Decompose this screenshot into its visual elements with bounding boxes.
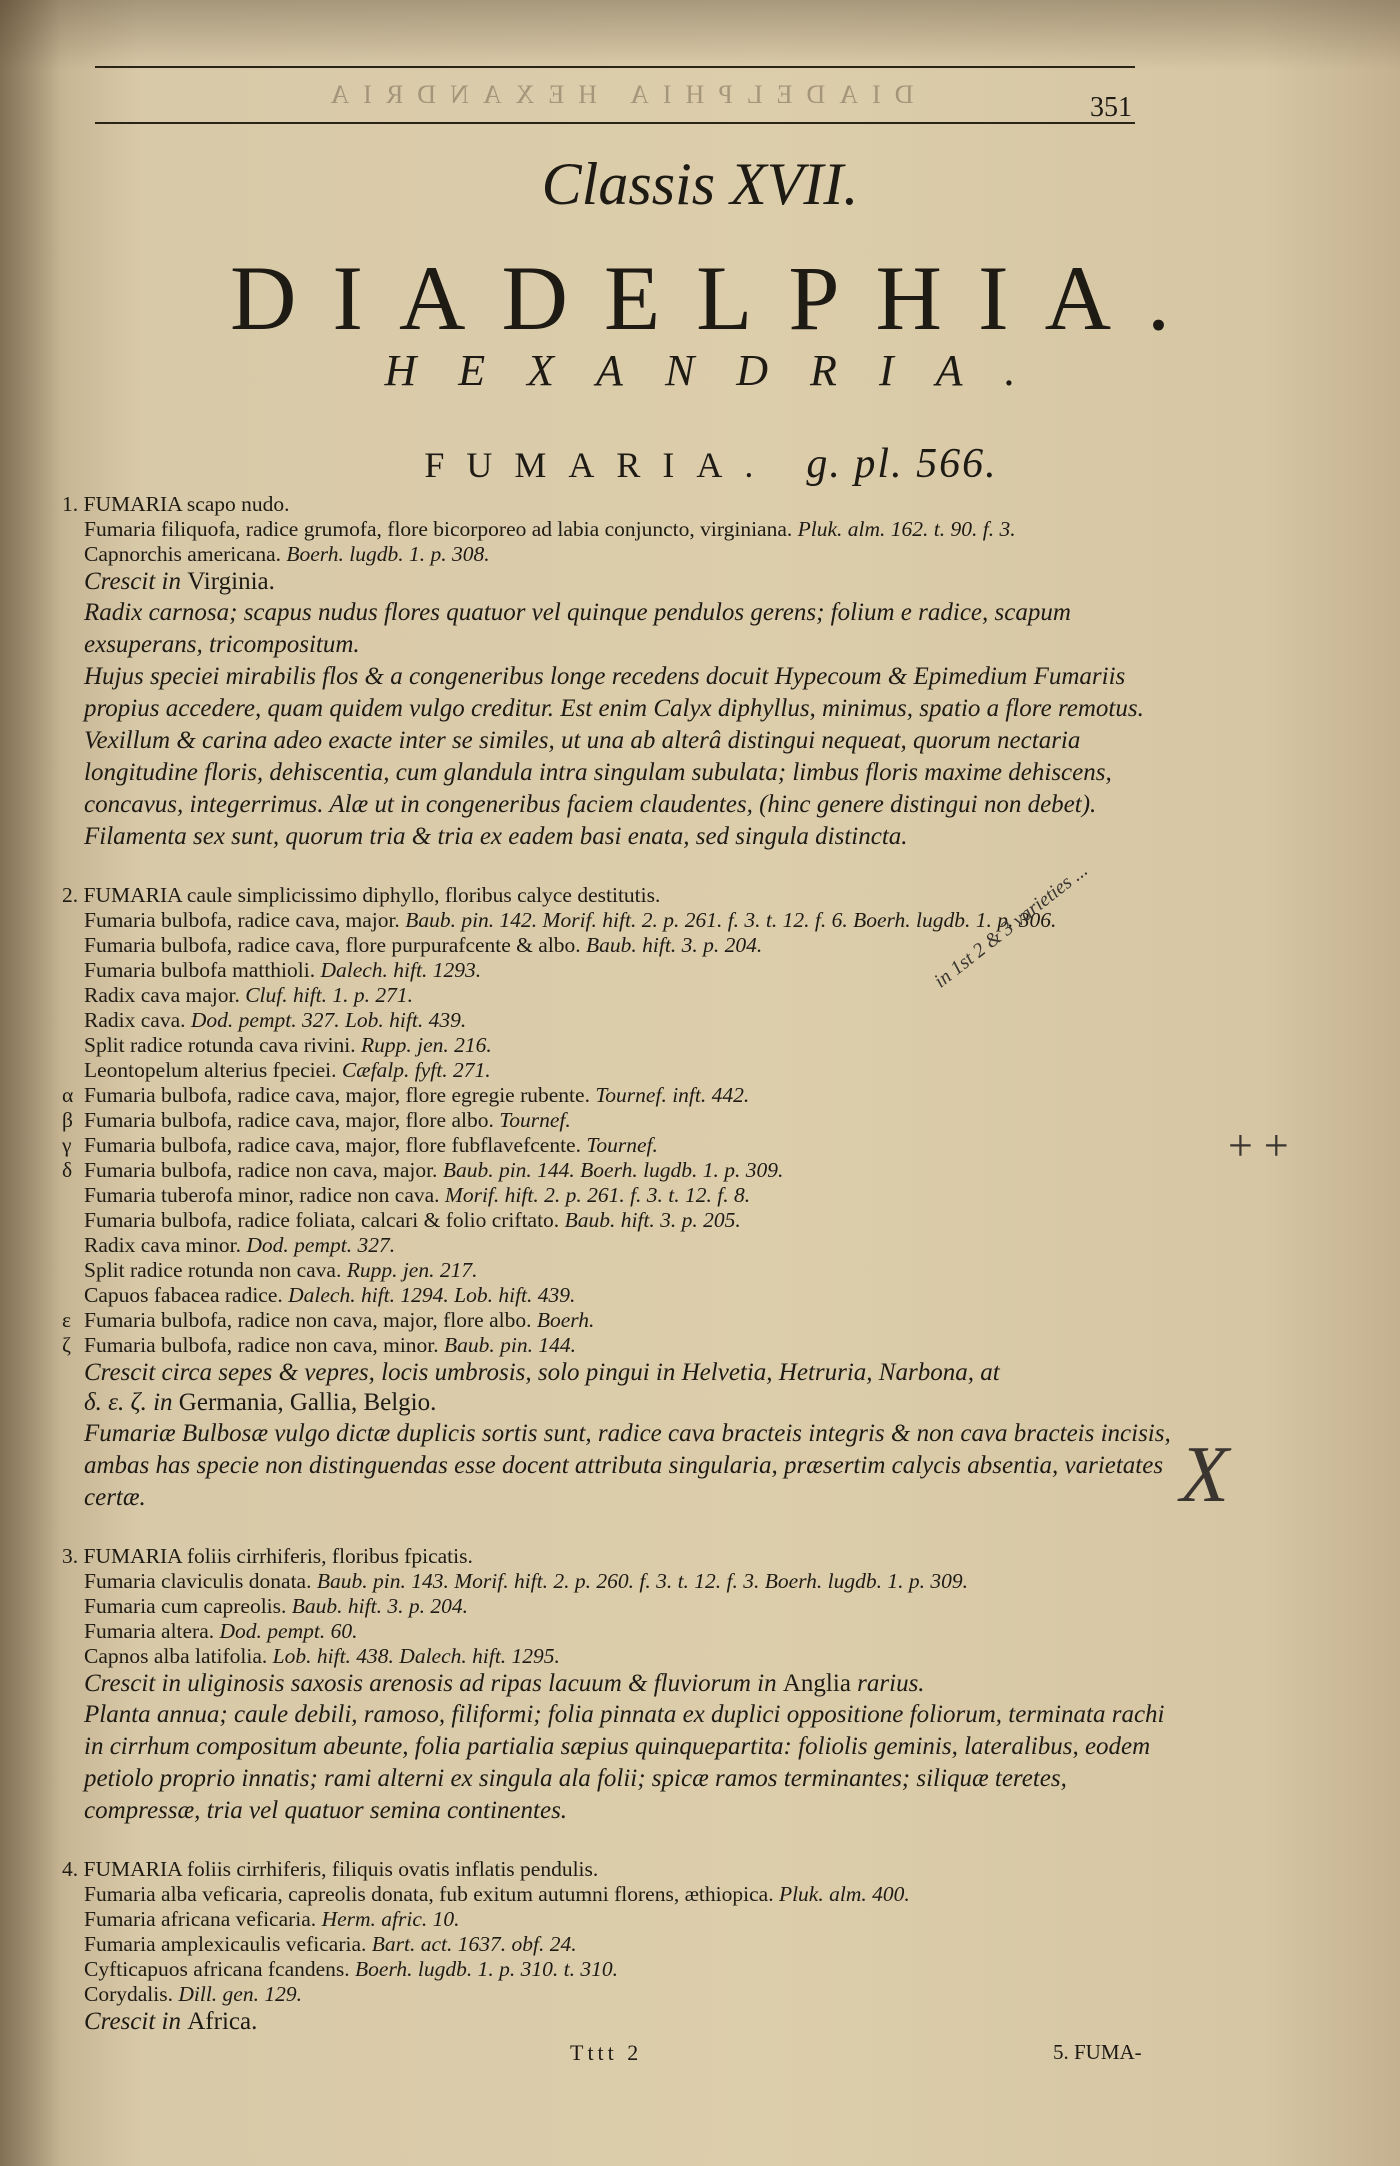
synonym-line: Radix cava. Dod. pempt. 327. Lob. hift. 439. (84, 1008, 467, 1032)
citation: Baub. pin. 144. Boerh. lugdb. 1. p. 309. (442, 1158, 784, 1182)
species-entry (62, 1857, 1172, 2032)
page-number: 351 (1090, 92, 1132, 123)
variety-marker: γ (62, 1133, 72, 1157)
description-paragraph: Hujus speciei mirabilis flos & a congeneribus longe recedens docuit Hypecoum & Epimedium Fumariis propius accedere, quam quidem vulgo creditur. Est enim Calyx diphyllus, minimus, spatio a flore remotus. Vexillum & carina adeo exacte inter se similes, ut una ab alterâ distingui nequeat, quorum nectaria longitudine floris, dehiscentia, cum glandula intra singulam subulata; limbus floris maxime dehiscens, concavus, integerrimus. Alæ ut in congeneribus faciem claudentes, (hinc genere distingui non debet). Filamenta sex sunt, quorum tria & tria ex eadem basi enata, sed singula distincta. (84, 663, 1144, 850)
synonym-line: Radix cava major. Cluf. hift. 1. p. 271. (84, 983, 414, 1007)
species-heading: 1. FUMARIA scapo nudo. (62, 492, 290, 516)
synonym-line: Fumaria bulbofa matthioli. Dalech. hift. 1293. (84, 958, 482, 982)
citation: Tournef. (499, 1108, 571, 1132)
citation: Pluk. alm. 162. t. 90. f. 3. (797, 517, 1016, 541)
citation: Rupp. jen. 216. (361, 1033, 492, 1057)
citation: Cæfalp. fyft. 271. (341, 1058, 491, 1082)
habitat-place: Africa. (187, 2008, 258, 2032)
citation: Baub. hift. 3. p. 204. (586, 933, 763, 957)
citation: Dod. pempt. 327. (246, 1233, 396, 1257)
variety-line: ε Fumaria bulbofa, radice non cava, major, flore albo. Boerh. (62, 1308, 595, 1332)
citation: Morif. hift. 2. p. 261. f. 3. t. 12. f. 8. (444, 1183, 751, 1207)
synonym-line: Fumaria bulbofa, radice cava, flore purpurafcente & albo. Baub. hift. 3. p. 204. (84, 933, 763, 957)
handwritten-note: in 1st 2 & 3 varieties ... (930, 859, 1092, 993)
variety-marker: ε (62, 1308, 72, 1332)
citation: Dod. pempt. 60. (219, 1619, 358, 1643)
species-heading: 2. FUMARIA caule simplicissimo diphyllo, floribus calyce destitutis. (62, 883, 661, 907)
habitat-place: Anglia (782, 1670, 851, 1697)
habitat-line: Crescit in Africa. (62, 2007, 1172, 2032)
variety-marker: δ (62, 1158, 73, 1182)
species-entry (62, 1544, 1172, 1827)
synonym-line: Fumaria bulbofa, radice foliata, calcari & folio criftato. Baub. hift. 3. p. 205. (84, 1208, 741, 1232)
class-title: Classis XVII. (541, 151, 859, 217)
synonym-line: Fumaria tuberofa minor, radice non cava. Morif. hift. 2. p. 261. f. 3. t. 12. f. 8. (84, 1183, 751, 1207)
citation: Rupp. jen. 217. (346, 1258, 478, 1282)
synonym-line: Leontopelum alterius fpeciei. Cæfalp. fyft. 271. (84, 1058, 491, 1082)
citation: Dalech. hift. 1294. Lob. hift. 439. (288, 1283, 576, 1307)
habitat-place: Virginia. (187, 568, 275, 595)
citation: Boerh. lugdb. 1. p. 310. t. 310. (355, 1957, 619, 1981)
header-rule-top (95, 66, 1135, 68)
citation: Lob. hift. 438. Dalech. hift. 1295. (272, 1644, 560, 1668)
species-heading: 3. FUMARIA foliis cirrhiferis, floribus fpicatis. (62, 1544, 473, 1568)
description-paragraph: Planta annua; caule debili, ramoso, filiformi; folia pinnata ex duplici oppositione foliorum, terminata rachi in cirrhum compositum abeunte, folia partialia sæpius quinquepartita: foliolis geminis, lateralibus, eodem petiolo proprio innatis; rami alterni ex singula ala folii; spicæ ramos terminantes; siliquæ teretes, compressæ, tria vel quatuor semina continentes. (84, 1701, 1165, 1824)
synonym-line: Split radice rotunda non cava. Rupp. jen. 217. (84, 1258, 478, 1282)
habitat-line: Crescit circa sepes & vepres, locis umbrosis, solo pingui in Helvetia, Hetruria, Narbona, at (84, 1359, 1000, 1386)
citation: Baub. hift. 3. p. 204. (291, 1594, 468, 1618)
citation: Baub. pin. 142. Morif. hift. 2. p. 261. f. 3. t. 12. f. 6. Boerh. lugdb. 1. p. 306. (405, 908, 1057, 932)
habitat-place: Germania, Gallia, Belgio. (178, 1389, 437, 1416)
synonym-line: Fumaria bulbofa, radice cava, major. Baub. pin. 142. Morif. hift. 2. p. 261. f. 3. t. 12. f. 6. Boerh. lugdb. 1. p. 306. (84, 908, 1057, 932)
header-rule-bottom (95, 122, 1135, 124)
variety-line: α Fumaria bulbofa, radice cava, major, flore egregie rubente. Tournef. inft. 442. (62, 1083, 750, 1107)
citation: Baub. pin. 143. Morif. hift. 2. p. 260. f. 3. t. 12. f. 3. Boerh. lugdb. 1. p. 309. (316, 1569, 969, 1593)
citation: Tournef. inft. 442. (595, 1083, 750, 1107)
synonym-line: Fumaria amplexicaulis veficaria. Bart. act. 1637. obf. 24. (84, 1932, 577, 1956)
genus-reference: g. pl. 566. (806, 441, 998, 487)
variety-line: ζ Fumaria bulbofa, radice non cava, minor. Baub. pin. 144. (62, 1333, 576, 1357)
citation: Baub. hift. 3. p. 205. (564, 1208, 741, 1232)
synonym-line: Fumaria alba veficaria, capreolis donata, fub exitum autumni florens, æthiopica. Pluk. alm. 400. (84, 1882, 910, 1906)
habitat-line: Crescit in Virginia. (84, 568, 275, 595)
genus-name: FUMARIA. (424, 445, 776, 485)
citation: Bart. act. 1637. obf. 24. (371, 1932, 577, 1956)
synonym-line: Fumaria cum capreolis. Baub. hift. 3. p. 204. (84, 1594, 468, 1618)
page-shadow-top (0, 0, 1400, 70)
signature-mark: Tttt 2 (570, 2040, 643, 2065)
genus-title (0, 440, 1400, 488)
catchword: 5. FUMA- (1053, 2040, 1142, 2064)
sub-title: HEXANDRIA. (384, 346, 1058, 395)
synonym-line: Corydalis. Dill. gen. 129. (84, 1982, 302, 2006)
citation: Pluk. alm. 400. (778, 1882, 910, 1906)
variety-line: δ Fumaria bulbofa, radice non cava, major. Baub. pin. 144. Boerh. lugdb. 1. p. 309. (62, 1158, 784, 1182)
citation: Boerh. lugdb. 1. p. 308. (286, 542, 490, 566)
synonym-line: Capnorchis americana. Boerh. lugdb. 1. p. 308. (84, 542, 490, 566)
citation: Baub. pin. 144. (444, 1333, 576, 1357)
species-heading: 4. FUMARIA foliis cirrhiferis, filiquis ovatis inflatis pendulis. (62, 1857, 599, 1881)
variety-line: γ Fumaria bulbofa, radice cava, major, flore fubflavefcente. Tournef. (62, 1133, 658, 1157)
synonym-line: Cyfticapuos africana fcandens. Boerh. lugdb. 1. p. 310. t. 310. (84, 1957, 619, 1981)
citation: Dod. pempt. 327. Lob. hift. 439. (190, 1008, 467, 1032)
citation: Tournef. (586, 1133, 658, 1157)
variety-marker: β (62, 1108, 73, 1132)
citation: Boerh. (536, 1308, 595, 1332)
variety-marker: α (62, 1083, 74, 1107)
show-through-header: DIADELPHIA HEXANDRIA (316, 80, 914, 109)
species-text (62, 492, 1172, 2032)
synonym-line: Fumaria africana veficaria. Herm. afric. 10. (84, 1907, 460, 1931)
synonym-line: Capnos alba latifolia. Lob. hift. 438. Dalech. hift. 1295. (84, 1644, 560, 1668)
handwritten-x-mark: X (1180, 1431, 1229, 1519)
synonym-line: Split radice rotunda cava rivini. Rupp. jen. 216. (84, 1033, 492, 1057)
description-paragraph: Radix carnosa; scapus nudus flores quatuor vel quinque pendulos gerens; folium e radice, scapum exsuperans, tricompositum. (84, 599, 1071, 658)
species-entry (62, 883, 1172, 1514)
handwritten-crosses: + + (1228, 1121, 1289, 1170)
citation: Cluf. hift. 1. p. 271. (245, 983, 414, 1007)
synonym-line: Radix cava minor. Dod. pempt. 327. (84, 1233, 396, 1257)
variety-marker: ζ (62, 1333, 71, 1357)
synonym-line: Fumaria altera. Dod. pempt. 60. (84, 1619, 358, 1643)
variety-line: β Fumaria bulbofa, radice cava, major, flore albo. Tournef. (62, 1108, 571, 1132)
citation: Dill. gen. 129. (178, 1982, 302, 2006)
species-entry (62, 492, 1172, 853)
citation: Herm. afric. 10. (321, 1907, 460, 1931)
synonym-line: Fumaria filiquofa, radice grumofa, flore bicorporeo ad labia conjuncto, virginiana. Pluk. alm. 162. t. 90. f. 3. (84, 517, 1016, 541)
citation: Dalech. hift. 1293. (320, 958, 482, 982)
habitat-line: Crescit in uliginosis saxosis arenosis ad ripas lacuum & fluviorum in Anglia rarius. (84, 1670, 925, 1697)
synonym-line: Capuos fabacea radice. Dalech. hift. 1294. Lob. hift. 439. (84, 1283, 576, 1307)
description-paragraph: Fumariæ Bulbosæ vulgo dictæ duplicis sortis sunt, radice cava bracteis integris & non cava bracteis incisis, ambas has specie non distinguendas esse docent attributa singularia, præsertim calycis absentia, varietates certæ. (84, 1420, 1171, 1511)
synonym-line: Fumaria claviculis donata. Baub. pin. 143. Morif. hift. 2. p. 260. f. 3. t. 12. f. 3. Boerh. lugdb. 1. p. 309. (84, 1569, 969, 1593)
habitat-line: δ. ε. ζ. in Germania, Gallia, Belgio. (84, 1389, 437, 1416)
main-title: DIADELPHIA. (229, 247, 1207, 349)
